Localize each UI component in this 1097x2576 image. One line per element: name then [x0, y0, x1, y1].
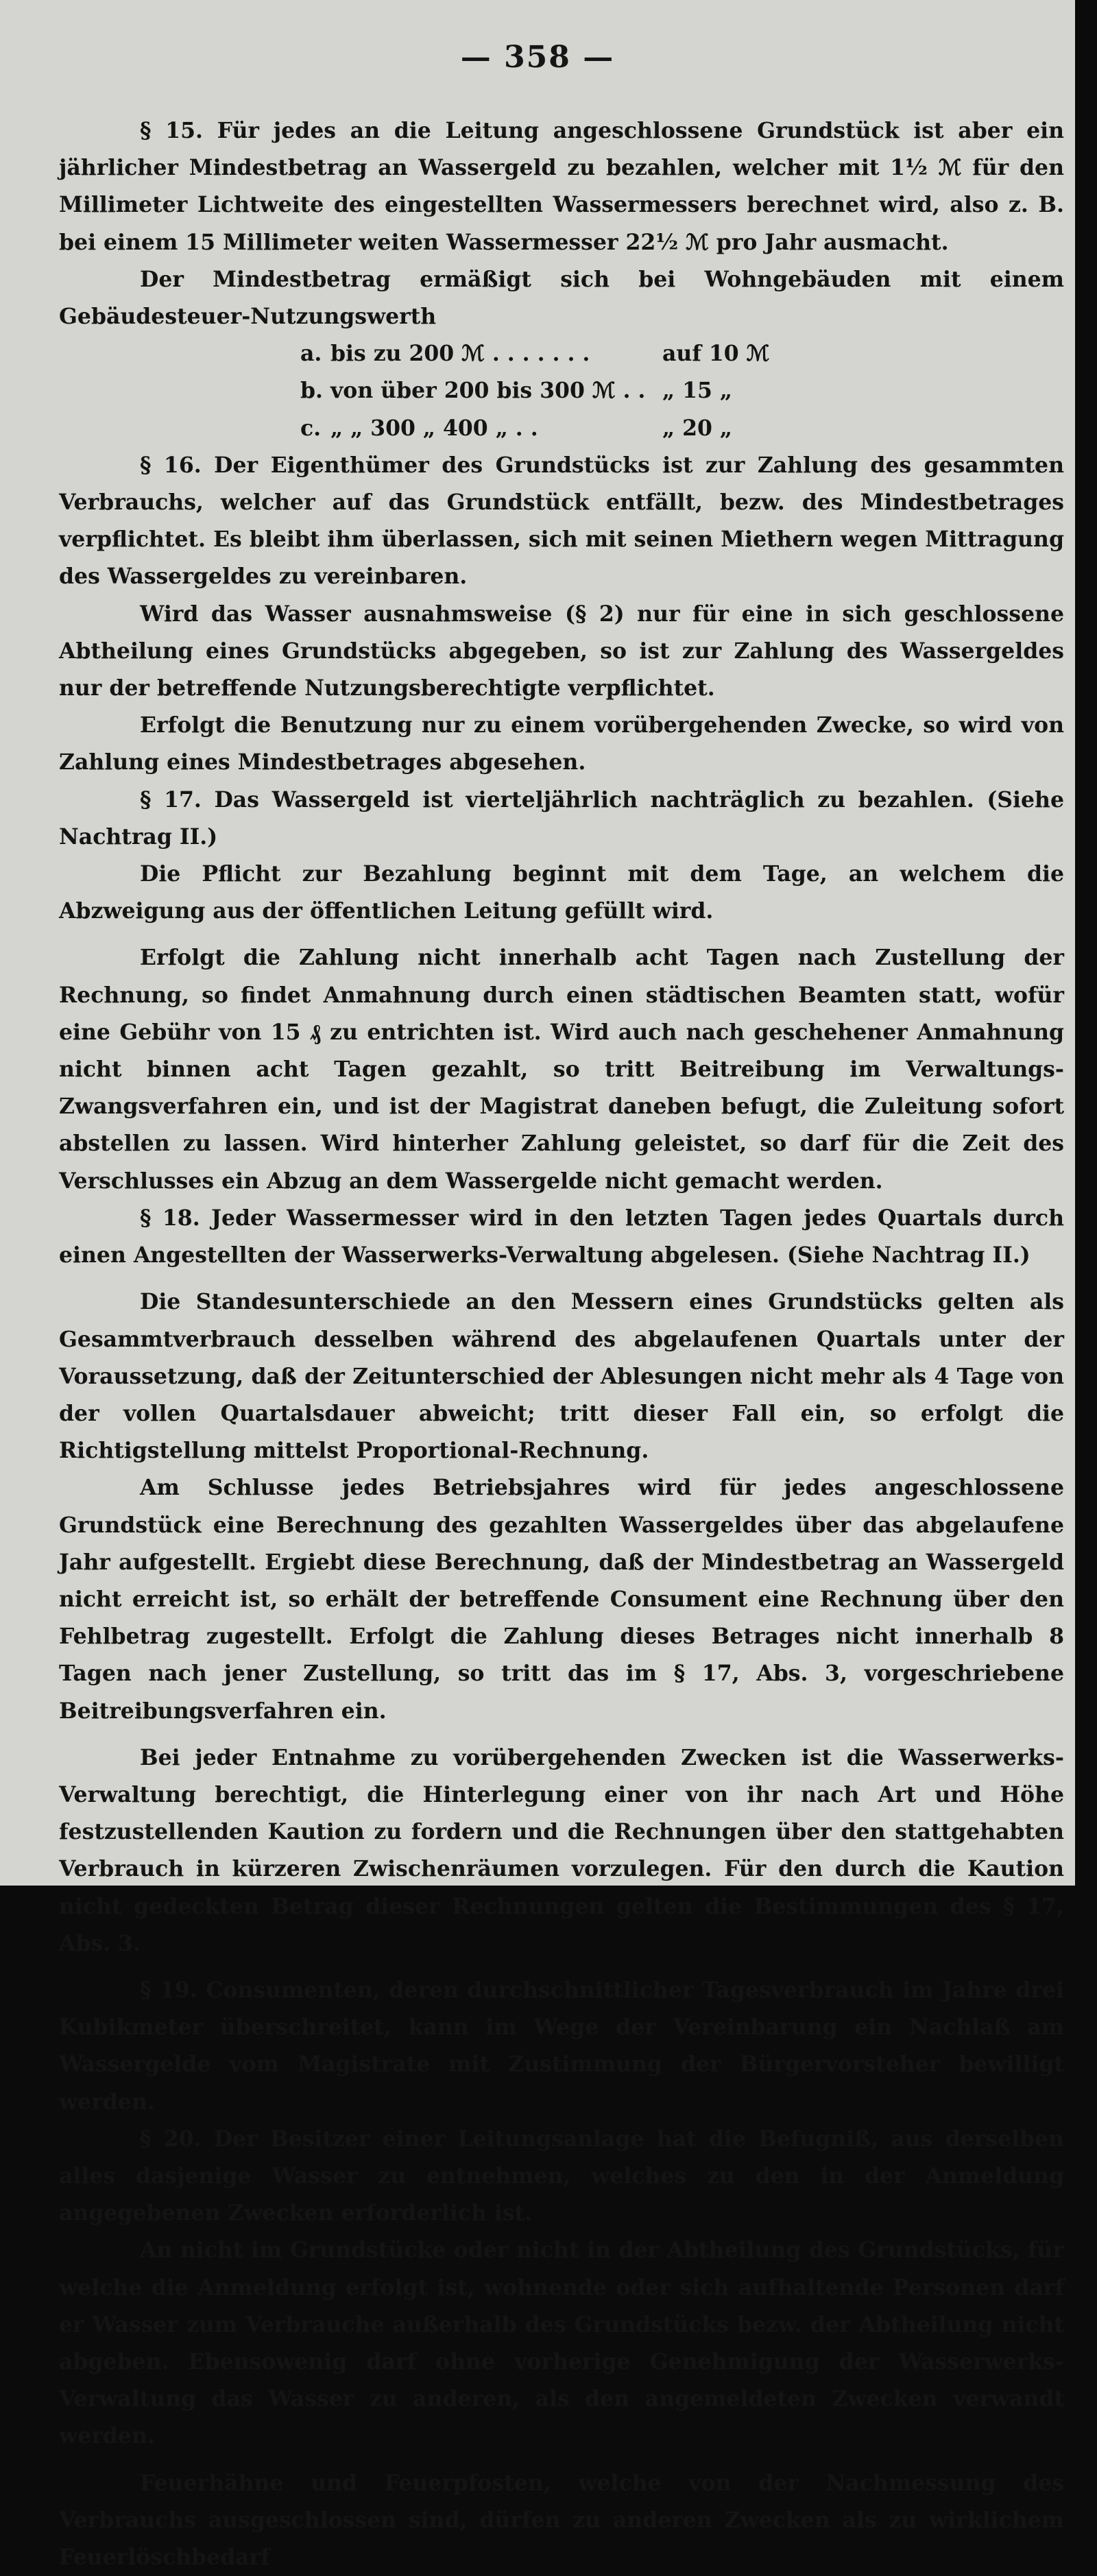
- list-item-rate: auf 10 ℳ: [662, 341, 770, 367]
- paragraph-section-18-consumption: Die Standesunterschiede an den Messern eines Grundstücks gelten als Gesammtverbrauch desselben während des abgelaufenen Quartals unter der Voraussetzung, daß der Zeitunterschied der Ablesungen nicht mehr als 4 Tage von der vollen Quartalsdauer abweicht; tritt dieser Fall ein, so erfolgt die Richtigstellung mittelst Proportional-Rechnung.: [59, 1289, 1064, 1464]
- list-item-mark: a.: [300, 341, 322, 367]
- paragraph-section-15: § 15. Für jedes an die Leitung angeschlossene Grundstück ist aber ein jährlicher Mindestbetrag an Wassergeld zu bezahlen, welcher mit 1½ ℳ für den Millimeter Lichtweite des eingestellten Wassermessers berechnet wird, also z. B. bei einem 15 Millimeter weiten Wassermesser 22½ ℳ pro Jahr ausmacht.: [59, 118, 1064, 255]
- list-item: [300, 335, 842, 372]
- paragraph-section-17: § 17. Das Wassergeld ist vierteljährlich nachträglich zu bezahlen. (Siehe Nachtrag II.): [59, 786, 1064, 850]
- scan-edge: [1075, 0, 1097, 1886]
- paragraph-section-20-restriction: An nicht im Grundstücke oder nicht in der Abtheilung des Grundstücks, für welche die Anmeldung erfolgt ist, wohnende oder sich aufhaltende Personen darf er Wasser zum Verbrauche außerhalb des Grundstücks bezw. der Abtheilung nicht abgeben. Ebensowenig darf ohne vorherige Genehmigung der Wasserwerks-Verwaltung das Wasser zu anderen, als den angemeldeten Zwecken verwandt werden.: [59, 2237, 1064, 2449]
- paragraph-section-17-reminder: Erfolgt die Zahlung nicht innerhalb acht Tagen nach Zustellung der Rechnung, so findet Anmahnung durch einen städtischen Beamten statt, wofür eine Gebühr von 15 ₰ zu entrichten ist. Wird auch nach geschehener Anmahnung nicht binnen acht Tagen gezahlt, so tritt Beitreibung im Verwaltungs-Zwangsverfahren ein, und ist der Magistrat daneben befugt, die Zuleitung sofort abstellen zu lassen. Wird hinterher Zahlung geleistet, so darf für die Zeit des Verschlusses ein Abzug an dem Wassergelde nicht gemacht werden.: [59, 945, 1064, 1194]
- page-body: [59, 112, 1064, 2576]
- paragraph-section-15-reduction: Der Mindestbetrag ermäßigt sich bei Wohngebäuden mit einem Gebäudesteuer-Nutzungswerth: [59, 266, 1064, 330]
- paragraph-section-16-partition: Wird das Wasser ausnahmsweise (§ 2) nur für eine in sich geschlossene Abtheilung eines Grundstücks abgegeben, so ist zur Zahlung des Wassergeldes nur der betreffende Nutzungsberechtigte verpflichtet.: [59, 601, 1064, 701]
- paragraph-section-16: § 16. Der Eigenthümer des Grundstücks ist zur Zahlung des gesammten Verbrauchs, welcher auf das Grundstück entfällt, bezw. des Mindestbetrages verpflichtet. Es bleibt ihm überlassen, sich mit seinen Miethern wegen Mittragung des Wassergeldes zu vereinbaren.: [59, 452, 1064, 590]
- list-item-rate: „ 20 „: [662, 415, 733, 441]
- paragraph-section-16-temporary: Erfolgt die Benutzung nur zu einem vorübergehenden Zwecke, so wird von Zahlung eines Mindestbetrages abgesehen.: [59, 712, 1064, 775]
- paragraph-section-18: § 18. Jeder Wassermesser wird in den letzten Tagen jedes Quartals durch einen Angestellten der Wasserwerks-Verwaltung abgelesen. (Siehe Nachtrag II.): [59, 1205, 1064, 1268]
- paragraph-section-18-annual: Am Schlusse jedes Betriebsjahres wird für jedes angeschlossene Grundstück eine Berechnung des gezahlten Wassergeldes über das abgelaufene Jahr aufgestellt. Ergiebt diese Berechnung, daß der Mindestbetrag an Wassergeld nicht erreicht ist, so erhält der betreffende Consument eine Rechnung über den Fehlbetrag zugestellt. Erfolgt die Zahlung dieses Betrages nicht innerhalb 8 Tagen nach jener Zustellung, so tritt das im § 17, Abs. 3, vorgeschriebene Beitreibungsverfahren ein.: [59, 1475, 1064, 1724]
- paragraph-section-19: § 19. Consumenten, deren durchschnittlicher Tagesverbrauch im Jahre drei Kubikmeter überschreitet, kann im Wege der Vereinbarung ein Nachlaß am Wassergelde vom Magistrate mit Zustimmung der Bürgervorsteher bewilligt werden.: [59, 1977, 1064, 2115]
- paragraph-section-18-deposit: Bei jeder Entnahme zu vorübergehenden Zwecken ist die Wasserwerks-Verwaltung berechtigt, die Hinterlegung einer von ihr nach Art und Höhe festzustellenden Kaution zu fordern und die Rechnungen über den stattgehabten Verbrauch in kürzeren Zwischenräumen vorzulegen. Für den durch die Kaution nicht gedeckten Betrag dieser Rechnungen gelten die Bestimmungen des § 17, Abs. 3.: [59, 1744, 1064, 1956]
- list-item-range: „ „ 300 „ 400 „ . .: [330, 415, 538, 441]
- paragraph-section-17-obligation: Die Pflicht zur Bezahlung beginnt mit dem Tage, an welchem die Abzweigung aus der öffentlichen Leitung gefüllt wird.: [59, 861, 1064, 924]
- list-item: [300, 372, 842, 409]
- list-item-range: bis zu 200 ℳ . . . . . . .: [330, 341, 590, 367]
- list-item-range: von über 200 bis 300 ℳ . .: [330, 378, 646, 404]
- reduction-rate-list: [59, 335, 1064, 447]
- list-item: [300, 410, 842, 447]
- paragraph-section-20-hydrants: Feuerhähne und Feuerpfosten, welche von der Nachmessung des Verbrauchs ausgeschlossen sind, dürfen zu anderen Zwecken als zu wirklichem Feuerlöschbedarf: [59, 2470, 1064, 2570]
- list-item-rate: „ 15 „: [662, 378, 733, 404]
- list-item-mark: c.: [300, 415, 322, 441]
- page-number: — 358 —: [460, 40, 615, 75]
- list-item-mark: b.: [300, 378, 323, 404]
- paragraph-section-20: § 20. Der Besitzer einer Leitungsanlage hat die Befugniß, aus derselben alles dasjenige Wasser zu entnehmen, welches zu den in der Anmeldung angegebenen Zwecken erforderlich ist.: [59, 2126, 1064, 2226]
